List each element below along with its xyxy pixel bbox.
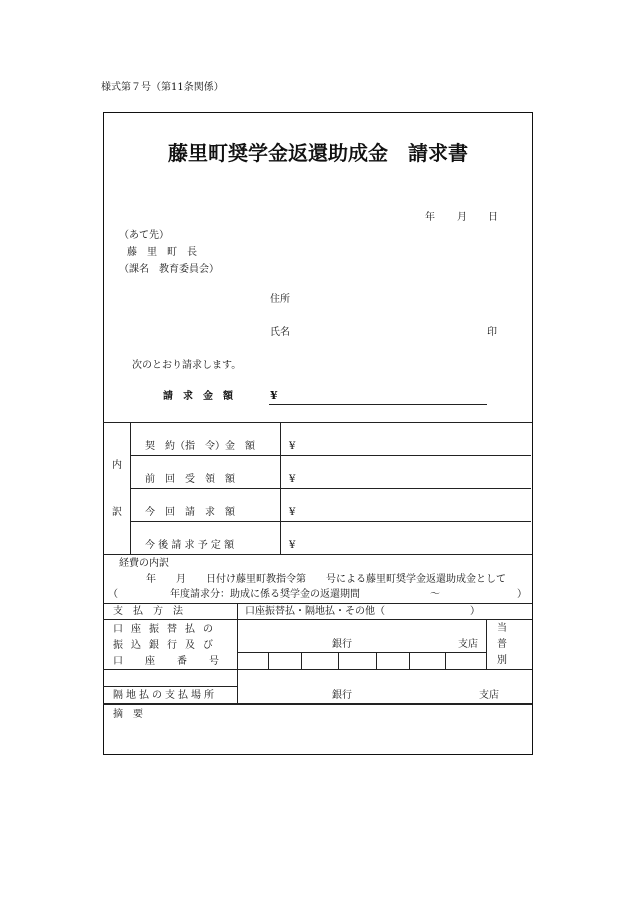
date-year: 年: [425, 212, 435, 223]
expense-paren-open: （: [108, 589, 118, 600]
divider: [103, 669, 532, 670]
breakdown-row-yen: ¥: [289, 441, 296, 452]
transfer-label-line2: 振込銀行及び: [113, 640, 221, 651]
breakdown-row-label: 今 後 請 求 予 定 額: [145, 540, 235, 551]
addressee-name: 藤 里 町 長: [127, 247, 197, 258]
date-day: 日: [488, 212, 498, 223]
transfer-branch: 支店: [458, 639, 478, 650]
address-label: 住所: [270, 294, 290, 305]
transfer-label-line3: 口座番号: [113, 656, 241, 667]
breakdown-label-bottom: 訳: [112, 507, 122, 518]
account-number-cell: [268, 652, 269, 669]
summary-label: 摘 要: [113, 709, 143, 720]
divider: [103, 422, 532, 423]
divider: [130, 521, 531, 522]
breakdown-row-label: 前 回 受 領 額: [145, 474, 235, 485]
divider: [130, 488, 531, 489]
seal-mark: 印: [487, 327, 497, 338]
divider: [103, 703, 532, 705]
divider: [486, 619, 487, 669]
expense-paren-close: ）: [517, 589, 527, 600]
account-number-row: [237, 652, 487, 653]
account-type-2: 普: [497, 639, 507, 650]
account-number-cell: [338, 652, 339, 669]
expense-label: 経費の内訳: [119, 558, 169, 569]
payment-method-value: 口座振替払・隔地払・その他（: [245, 606, 385, 617]
account-number-cell: [301, 652, 302, 669]
payment-method-close: ）: [470, 606, 480, 617]
account-number-cell: [445, 652, 446, 669]
request-text: 次のとおり請求します。: [132, 360, 242, 371]
payment-method-label-text: 支 払 方 法: [113, 606, 183, 617]
amount-yen: ¥: [270, 389, 278, 402]
breakdown-row-yen: ¥: [289, 507, 296, 518]
divider: [103, 603, 532, 604]
name-label: 氏名: [270, 327, 290, 338]
remote-label: 隔地払の支払場所: [113, 690, 217, 701]
account-type-3: 別: [497, 655, 507, 666]
payment-method-label: [113, 606, 227, 618]
breakdown-row-label: 今 回 請 求 額: [145, 507, 235, 518]
expense-line2: 年度請求分：助成に係る奨学金の返還期間: [170, 589, 360, 600]
account-type-1: 当: [497, 623, 507, 634]
divider: [103, 554, 532, 555]
divider: [237, 603, 238, 703]
expense-tilde: 〜: [430, 589, 440, 600]
breakdown-row-label: 契 約（指 令）金 額: [145, 441, 255, 452]
remote-bank: 銀行: [332, 690, 352, 701]
amount-underline: [269, 404, 487, 405]
breakdown-row-yen: ¥: [289, 540, 296, 551]
breakdown-label-top: 内: [112, 460, 122, 471]
form-title: 藤里町奨学金返還助成金 請求書: [168, 141, 468, 165]
account-number-cell: [409, 652, 410, 669]
divider: [130, 455, 531, 456]
divider: [103, 686, 237, 687]
account-number-cell: [376, 652, 377, 669]
transfer-bank: 銀行: [332, 639, 352, 650]
transfer-label-line1: 口座振替払の: [113, 624, 221, 635]
addressee-label: （あて先）: [119, 230, 169, 241]
remote-branch: 支店: [479, 690, 499, 701]
addressee-dept: （課名 教育委員会）: [119, 264, 219, 275]
breakdown-row-yen: ¥: [289, 474, 296, 485]
divider: [103, 619, 532, 620]
expense-line1: 年 月 日付け藤里町教指令第 号による藤里町奨学金返還助成金として: [146, 574, 506, 585]
form-number: 様式第７号（第11条関係）: [101, 82, 224, 93]
amount-label: 請 求 金 額: [163, 391, 233, 402]
date-month: 月: [457, 212, 467, 223]
